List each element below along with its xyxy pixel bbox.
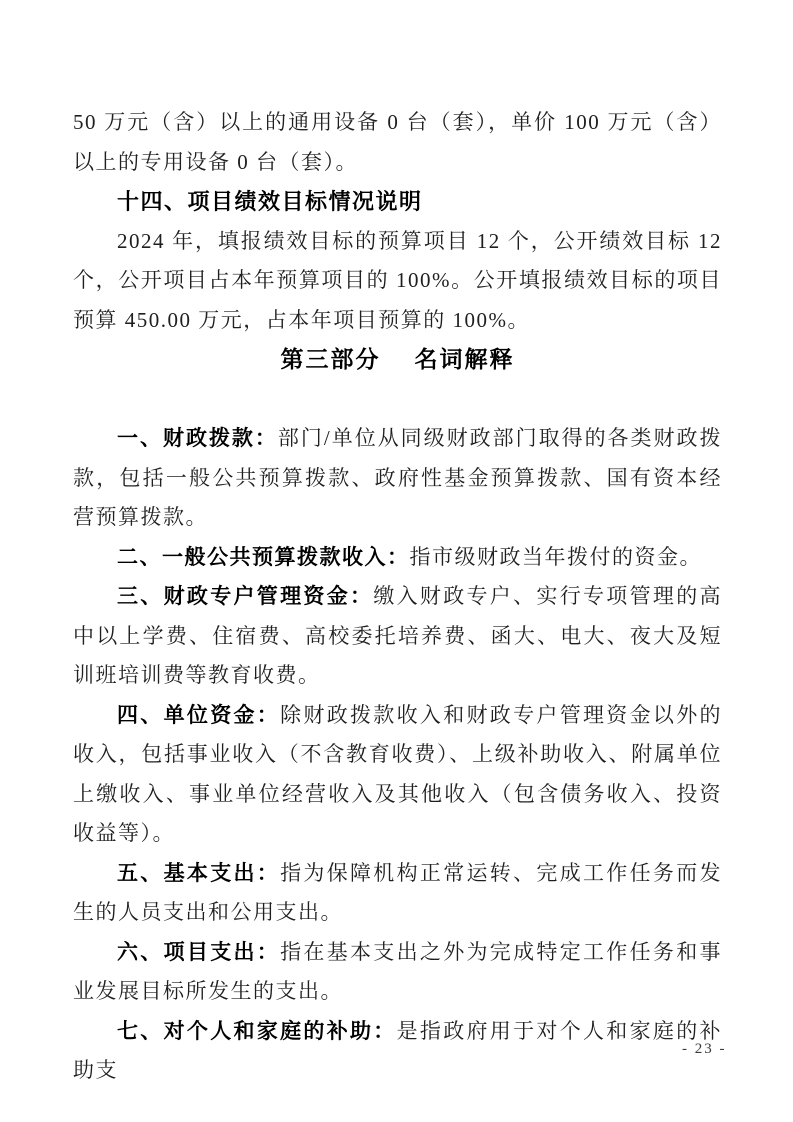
section-14-heading: 十四、项目绩效目标情况说明 [117, 189, 423, 214]
part-3-title [73, 340, 722, 380]
page-number: - 23 - [682, 1041, 727, 1057]
term-7-definition: 是指政府用于对个人和家庭的补助支 [73, 1018, 723, 1082]
term-item-5 [73, 854, 722, 933]
term-5-name: 五、基本支出： [117, 861, 281, 885]
term-7-name: 七、对个人和家庭的补助： [117, 1019, 397, 1043]
term-2-definition: 指市级财政当年拨付的资金。 [409, 544, 702, 569]
term-1-definition: 部门/单位从同级财政部门取得的各类财政拨款，包括一般公共预算拨款、政府性基金预算拨款、国有资本经营预算拨款。 [73, 426, 723, 529]
part-3-label: 第三部分 [280, 346, 381, 372]
term-item-7 [73, 1012, 722, 1091]
term-item-1 [73, 419, 722, 538]
term-item-2 [73, 538, 722, 578]
part-3-name: 名词解释 [414, 346, 515, 372]
term-1-name: 一、财政拨款： [117, 427, 278, 450]
page-content [73, 103, 722, 1091]
term-3-definition: 缴入财政专户、实行专项管理的高中以上学费、住宿费、高校委托培养费、函大、电大、夜大及短训班培训费等教育收费。 [73, 584, 723, 687]
term-item-3 [73, 577, 722, 696]
term-5-definition: 指为保障机构正常运转、完成工作任务而发生的人员支出和公用支出。 [73, 860, 723, 924]
term-6-name: 六、项目支出： [117, 940, 281, 964]
term-3-name: 三、财政专户管理资金： [117, 585, 374, 608]
term-4-definition: 除财政拨款收入和财政专户管理资金以外的收入，包括事业收入（不含教育收费）、上级补助收入、附属单位上缴收入、事业单位经营收入及其他收入（包含债务收入、投资收益等）。 [73, 702, 723, 845]
term-6-definition: 指在基本支出之外为完成特定工作任务和事业发展目标所发生的支出。 [73, 939, 723, 1003]
term-4-name: 四、单位资金： [117, 703, 281, 727]
section-14-body: 2024 年，填报绩效目标的预算项目 12 个，公开绩效目标 12 个，公开项目占本年预算项目的 100%。公开填报绩效目标的项目预算 450.00 万元，占本年项目预算的 100%。 [73, 228, 722, 332]
term-2-name: 二、一般公共预算拨款收入： [117, 545, 410, 569]
term-item-6 [73, 933, 722, 1012]
term-item-4 [73, 696, 722, 854]
paragraph-equipment-continuation: 50 万元（含）以上的通用设备 0 台（套），单价 100 万元（含）以上的专用设备 0 台（套）。 [73, 110, 722, 174]
